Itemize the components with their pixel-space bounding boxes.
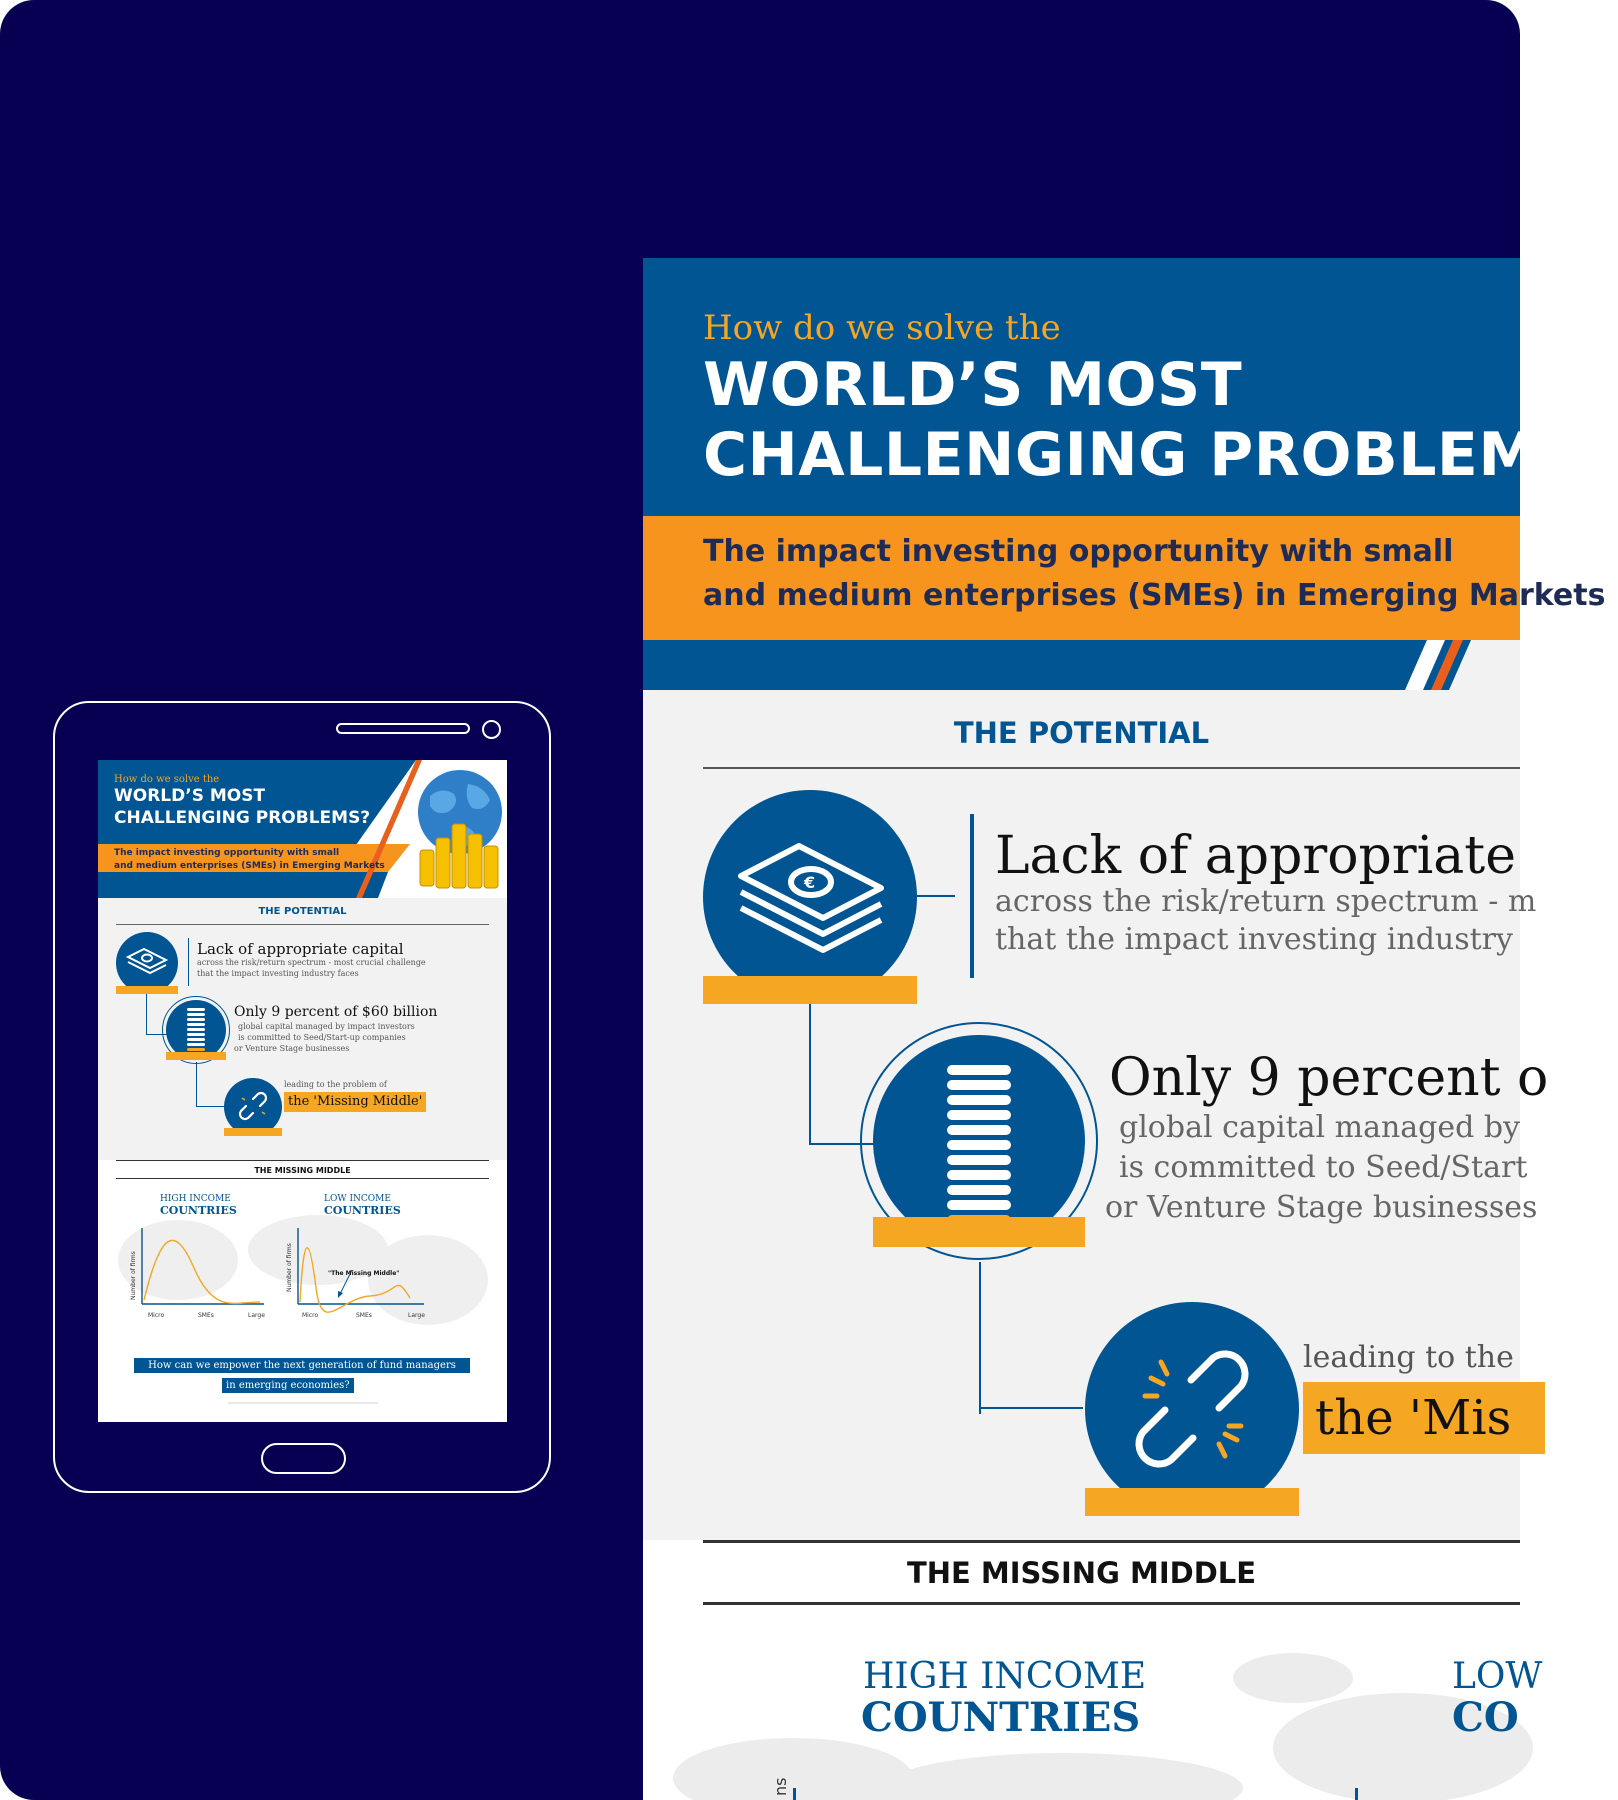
- mini-point1-line1: across the risk/return spectrum - most crucial challenge: [197, 958, 426, 967]
- mini-potential-title: THE POTENTIAL: [258, 906, 347, 917]
- mini-y-axis-label-high: Number of firms: [130, 1251, 137, 1300]
- zoomed-connector-2v: [809, 1004, 811, 1144]
- tablet-camera: [482, 720, 501, 739]
- mini-pretitle: How do we solve the: [114, 774, 220, 785]
- mini-high-income-line1: HIGH INCOME: [160, 1194, 231, 1204]
- mini-point2-line1: global capital managed by impact investors: [238, 1022, 415, 1031]
- tablet-screen: [98, 760, 507, 1422]
- mini-subtitle-line2: and medium enterprises (SMEs) in Emerging Markets: [114, 861, 385, 871]
- cash-stack-icon: [125, 944, 169, 978]
- zoomed-low-income-line1: LOW: [1452, 1656, 1543, 1697]
- mini-connector-3v: [196, 1062, 197, 1106]
- mini-high-x-smes: SMEs: [198, 1312, 214, 1319]
- zoomed-point2-line1: global capital managed by: [1119, 1110, 1521, 1145]
- zoomed-mm-rule-top: [703, 1540, 1520, 1543]
- zoomed-point1-heading: Lack of appropriate: [995, 826, 1516, 886]
- mini-missing-middle-tag: the 'Missing Middle': [284, 1092, 426, 1112]
- zoomed-money-circle: [703, 790, 917, 1004]
- zoomed-pretitle: How do we solve the: [703, 308, 1061, 348]
- cash-stack-icon: [731, 830, 891, 950]
- coin-stack-icon: [947, 1063, 1011, 1231]
- zoomed-chain-circle: [1085, 1302, 1299, 1516]
- zoomed-point2-line2: is committed to Seed/Start: [1119, 1150, 1528, 1185]
- zoomed-subtitle-line2: and medium enterprises (SMEs) in Emerging Markets: [703, 578, 1606, 613]
- zoomed-y-axis-label: ns: [771, 1777, 790, 1796]
- mini-connector-3h: [196, 1106, 224, 1107]
- zoomed-subtitle-band: [643, 516, 1606, 640]
- mini-high-income-line2: COUNTRIES: [160, 1204, 237, 1217]
- mini-missing-middle-title: THE MISSING MIDDLE: [254, 1166, 351, 1175]
- zoomed-y-axis-2: [1355, 1788, 1358, 1800]
- mini-coins-circle: [166, 1000, 226, 1060]
- mini-y-label-low-box: [286, 1243, 298, 1352]
- zoomed-connector-1: [917, 895, 955, 897]
- zoomed-connector-3v: [979, 1262, 981, 1414]
- tablet-home-button[interactable]: [261, 1443, 346, 1474]
- zoomed-high-income-line1: HIGH INCOME: [863, 1656, 1147, 1697]
- zoomed-title-line2: CHALLENGING PROBLEMS?: [703, 420, 1618, 490]
- zoomed-potential-rule: [703, 767, 1520, 769]
- zoomed-point1-bar: [970, 814, 974, 978]
- zoomed-low-income-line2: CO: [1452, 1694, 1519, 1741]
- zoomed-connector-3h: [979, 1407, 1083, 1409]
- zoomed-mm-rule-bottom: [703, 1602, 1520, 1605]
- zoomed-point2-heading: Only 9 percent o: [1109, 1048, 1549, 1108]
- mini-potential-rule: [116, 924, 489, 925]
- zoomed-header-stripes: [1383, 640, 1520, 690]
- zoomed-subtitle-line1: The impact investing opportunity with small: [703, 534, 1454, 569]
- mini-mm-rule-bottom: [116, 1178, 489, 1179]
- mini-connector-2v: [146, 994, 147, 1034]
- mini-source-line: [228, 1402, 378, 1404]
- mini-chain-circle: [224, 1078, 282, 1136]
- mini-high-x-large: Large: [248, 1312, 265, 1319]
- zoomed-missing-middle-title: THE MISSING MIDDLE: [906, 1556, 1257, 1590]
- mini-y-label-high-box: [130, 1251, 142, 1360]
- zoomed-header: [643, 258, 1618, 690]
- zoomed-coins-circle: [873, 1035, 1085, 1247]
- globe-icon: [416, 766, 504, 894]
- mini-question-line1: How can we empower the next generation of fund managers: [134, 1358, 470, 1373]
- zoomed-y-axis-label-box: [771, 1766, 791, 1800]
- zoomed-potential-title: THE POTENTIAL: [953, 716, 1210, 750]
- mini-point1-line2: that the impact investing industry faces: [197, 969, 359, 978]
- broken-link-icon: [235, 1088, 271, 1124]
- mini-high-income-chart: [134, 1228, 264, 1318]
- mini-point1-heading: Lack of appropriate capital: [197, 940, 404, 958]
- mini-point2-line2: is committed to Seed/Start-up companies: [238, 1033, 406, 1042]
- mini-low-x-large: Large: [408, 1312, 425, 1319]
- zoomed-point2-line3: or Venture Stage businesses: [1105, 1190, 1538, 1225]
- mini-point3-lead: leading to the problem of: [284, 1080, 387, 1089]
- mini-low-income-line1: LOW INCOME: [324, 1194, 391, 1204]
- zoomed-y-axis: [793, 1788, 796, 1800]
- mini-low-x-micro: Micro: [302, 1312, 319, 1319]
- mini-low-income-line2: COUNTRIES: [324, 1204, 401, 1217]
- zoomed-high-income-line2: COUNTRIES: [861, 1694, 1141, 1741]
- mini-missing-middle-annotation: "The Missing Middle": [328, 1270, 400, 1277]
- zoomed-point1-line1: across the risk/return spectrum - m: [995, 884, 1537, 919]
- mini-low-x-smes: SMEs: [356, 1312, 372, 1319]
- mini-high-x-micro: Micro: [148, 1312, 165, 1319]
- mini-title-line1: WORLD’S MOST: [114, 786, 266, 806]
- zoomed-infographic: [643, 258, 1618, 1800]
- mini-question-line2: in emerging economies?: [222, 1378, 354, 1393]
- zoomed-point1-line2: that the impact investing industry: [995, 922, 1513, 957]
- mini-point2-heading: Only 9 percent of $60 billion: [234, 1004, 438, 1020]
- coin-stack-icon: [187, 1008, 205, 1054]
- mini-y-axis-label-low: Number of firms: [286, 1243, 293, 1292]
- zoomed-title-line1: WORLD’S MOST: [703, 350, 1243, 420]
- broken-link-icon: [1121, 1338, 1263, 1480]
- mini-mm-rule-top: [116, 1160, 489, 1161]
- tablet-frame: [53, 701, 551, 1493]
- tablet-speaker: [336, 723, 470, 734]
- mini-subtitle-line1: The impact investing opportunity with small: [114, 848, 340, 858]
- zoomed-missing-middle-tag: the 'Mis: [1303, 1382, 1545, 1454]
- mini-point2-line3: or Venture Stage businesses: [234, 1044, 350, 1053]
- zoomed-point3-lead: leading to the: [1303, 1340, 1514, 1375]
- mini-point1-bar: [188, 938, 189, 986]
- mini-title-line2: CHALLENGING PROBLEMS?: [114, 808, 371, 828]
- svg-text:€: €: [804, 873, 816, 892]
- mini-money-circle: [116, 932, 178, 994]
